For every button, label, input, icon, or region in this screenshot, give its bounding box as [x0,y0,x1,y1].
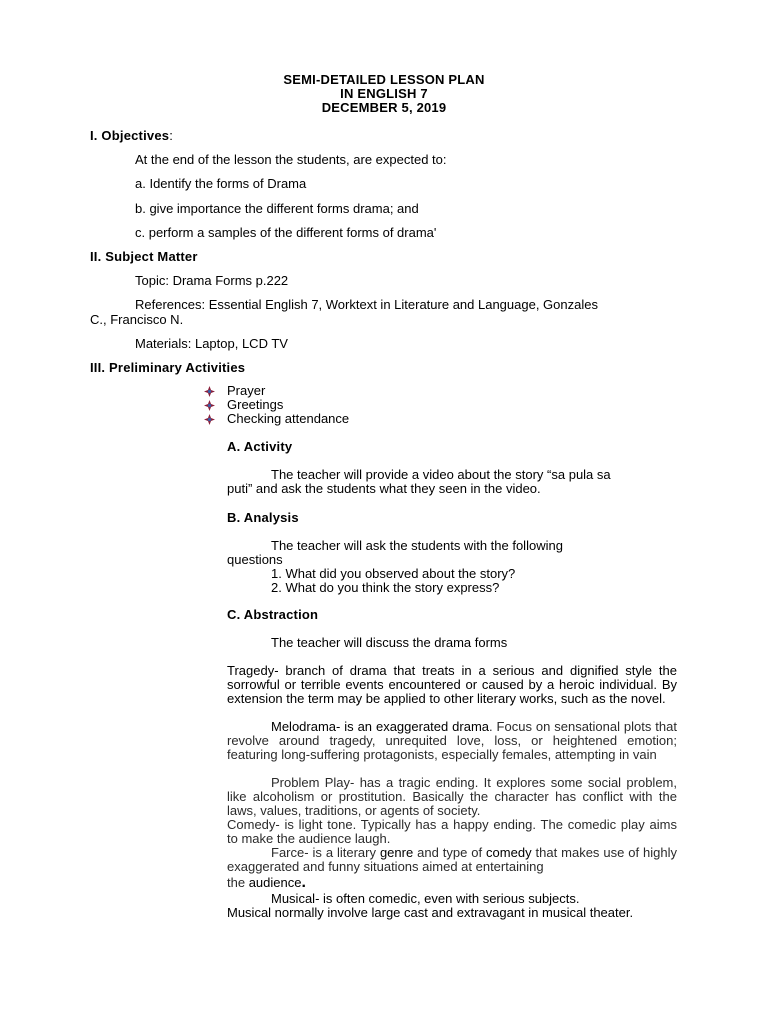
subject-references: References: Essential English 7, Worktext in Literature and Language, Gonzales [135,297,598,312]
preliminary-heading: III. Preliminary Activities [90,360,246,375]
subject-matter-heading: II. Subject Matter [90,249,198,264]
farce-paragraph [227,846,677,874]
abstraction-heading: C. Abstraction [227,607,319,622]
preliminary-item: Prayer [227,383,266,398]
melodrama-term: Melodrama- is an exaggerated drama [271,719,490,734]
subject-topic: Topic: Drama Forms p.222 [135,273,289,288]
document-title-line1: SEMI-DETAILED LESSON PLAN [283,72,485,87]
problem-play-paragraph: Problem Play- has a tragic ending. It explores some social problem, like alcoholism or prostitution. Basically the character has conflict with the laws, values, traditions, or agents of society. [227,775,677,818]
subject-references-cont: C., Francisco N. [90,312,184,327]
farce-comedy-link: comedy [486,845,532,860]
melodrama-definition: . Focus on sensational plots that revolve around tragedy, unrequited love, loss, or heightened emotion; featuring long-suffering protagonists, especially females, attempting in vain [227,719,677,762]
document-date: DECEMBER 5, 2019 [321,100,447,115]
analysis-text-line2: questions [227,552,283,567]
objective-item: c. perform a samples of the different forms of drama' [135,225,437,240]
farce-paragraph-end [227,876,306,890]
musical-line1: Musical- is often comedic, even with serious subjects. [271,891,580,906]
farce-audience-link: audience [248,875,302,890]
objective-item: a. Identify the forms of Drama [135,176,307,191]
preliminary-item: Greetings [227,397,284,412]
melodrama-paragraph [227,720,677,762]
musical-paragraph: Musical normally involve large cast and extravagant in musical theater. [227,905,634,920]
analysis-question: 1. What did you observed about the story? [271,566,516,581]
analysis-heading: B. Analysis [227,510,299,525]
farce-genre-link: genre [379,845,414,860]
analysis-question: 2. What do you think the story express? [271,580,500,595]
farce-text: the [227,875,249,890]
tragedy-paragraph: Tragedy- branch of drama that treats in a serious and dignified style the sorrowful or terrible events encountered or caused by a heroic individual. By extension the term may be applied to other literary works, such as the novel. [227,663,677,706]
activity-heading: A. Activity [227,439,293,454]
arrow-bullet-icon [204,386,215,397]
objectives-intro: At the end of the lesson the students, are expected to: [135,152,447,167]
abstraction-intro: The teacher will discuss the drama forms [271,635,508,650]
objectives-heading-colon: : [169,128,173,143]
comedy-paragraph: Comedy- is light tone. Typically has a happy ending. The comedic play aims to make the audience laugh. [227,817,677,846]
arrow-bullet-icon [204,414,215,425]
analysis-text-line1: The teacher will ask the students with the following [271,538,563,553]
arrow-bullet-icon [204,400,215,411]
activity-text-line1: The teacher will provide a video about the story “sa pula sa [271,467,611,482]
subject-materials: Materials: Laptop, LCD TV [135,336,288,351]
document-title-line2: IN ENGLISH 7 [340,86,428,101]
farce-period: . [301,874,306,891]
farce-text: that makes use of highly exaggerated and funny situations aimed at entertaining [227,845,677,874]
farce-text: Farce- is a literary [271,845,380,860]
preliminary-item: Checking attendance [227,411,350,426]
objectives-heading: I. Objectives [90,128,170,143]
activity-text-line2: puti” and ask the students what they seen in the video. [227,481,541,496]
farce-text: and type of [413,845,487,860]
objective-item: b. give importance the different forms drama; and [135,201,419,216]
objectives-heading-row [90,129,173,143]
